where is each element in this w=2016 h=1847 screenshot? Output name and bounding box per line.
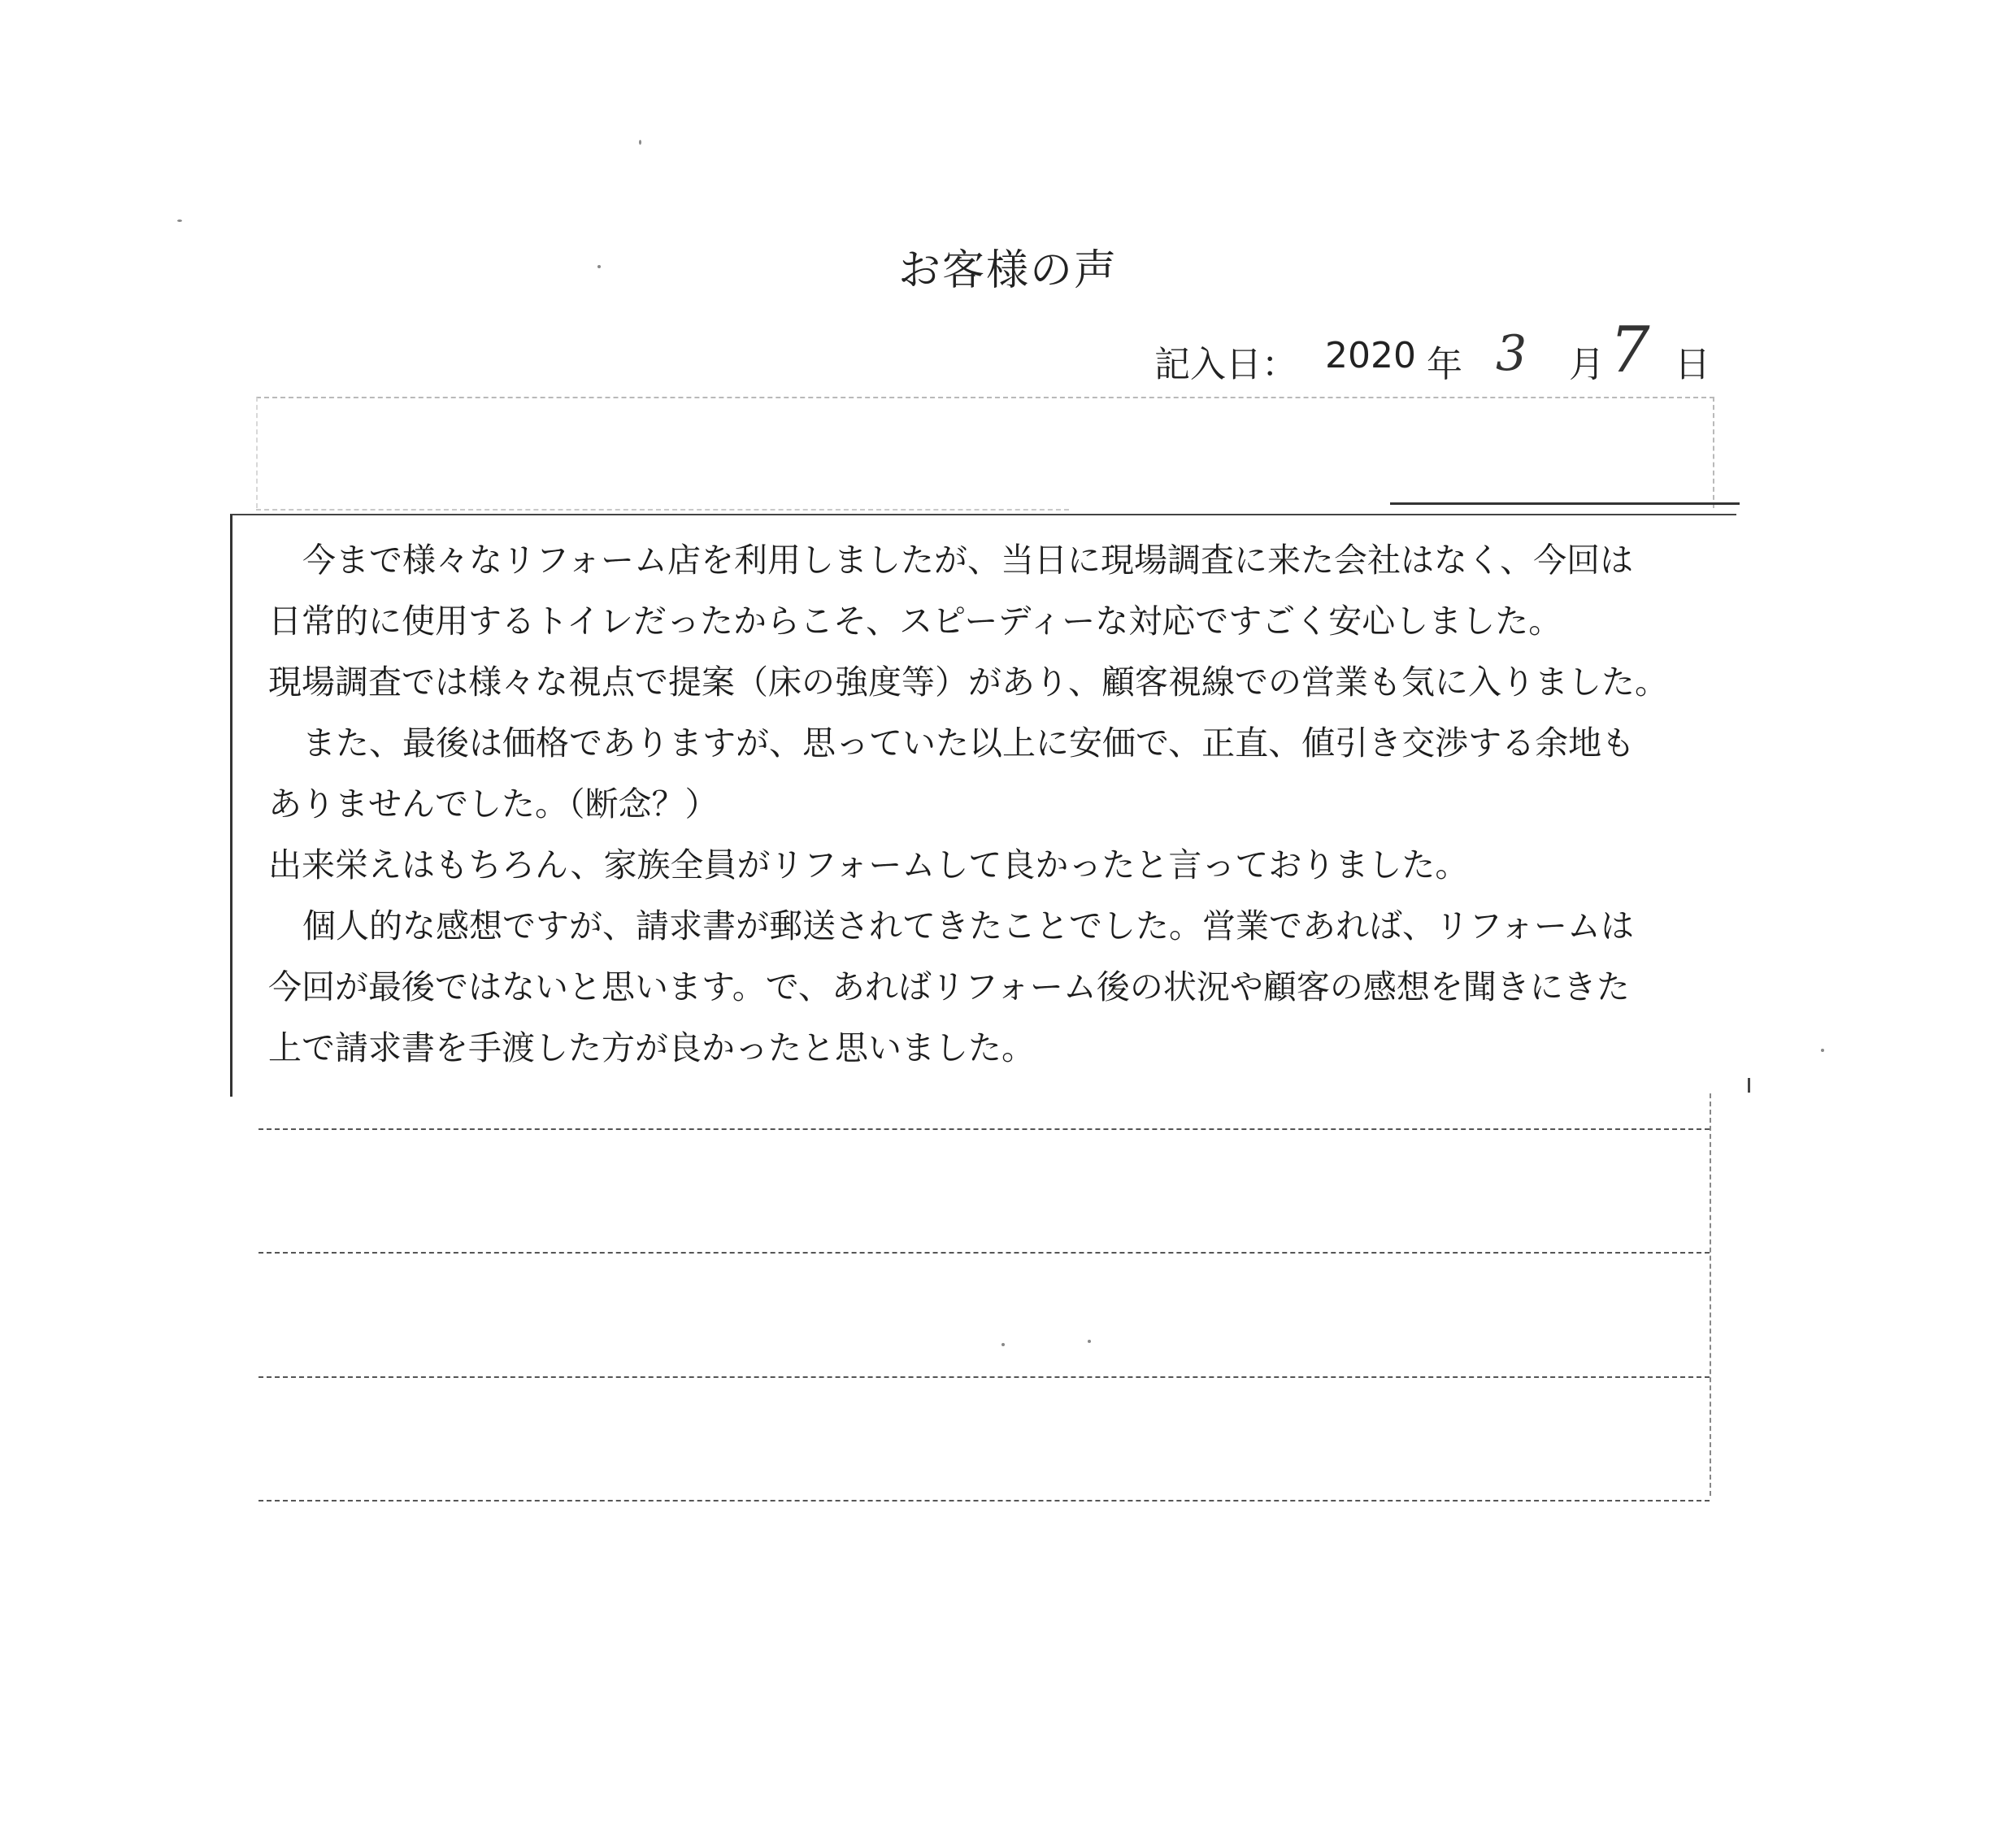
date-year: 2020: [1325, 335, 1416, 376]
date-month-handwritten: 3: [1496, 325, 1527, 382]
upper-box-solid-base: [1390, 502, 1740, 505]
comment-line: また、最後は価格でありますが、思っていた以上に安価で、正直、値引き交渉する余地も: [302, 724, 1636, 763]
date-day-unit: 日: [1675, 344, 1710, 385]
comment-line: 個人的な感想ですが、請求書が郵送されてきたことでした。営業であれば、リフォームは: [302, 906, 1634, 945]
comment-text: [268, 530, 1731, 1079]
scan-speck: [597, 265, 601, 268]
comment-line: ありませんでした。（断念？）: [268, 784, 719, 824]
blank-writing-line: [259, 1500, 1710, 1502]
scan-speck: [1821, 1049, 1824, 1052]
page-title: お客様の声: [897, 246, 1118, 295]
scan-speck: [1088, 1340, 1091, 1343]
scan-speck: [639, 140, 641, 145]
date-label: 記入日：: [1154, 344, 1297, 385]
scan-speck: [1001, 1343, 1005, 1346]
comment-line: 日常的に使用するトイレだったからこそ、スピーディーな対応ですごく安心しました。: [268, 602, 1562, 641]
comment-line: 出来栄えはもちろん、家族全員がリフォームして良かったと言っておりました。: [268, 845, 1469, 884]
date-year-unit: 年: [1427, 344, 1462, 385]
blank-writing-line: [259, 1376, 1710, 1378]
blank-writing-line: [259, 1252, 1710, 1254]
comment-line: 上で請求書を手渡した方が良かったと思いました。: [268, 1028, 1035, 1067]
scan-speck: [1748, 1078, 1750, 1093]
comment-line: 今回が最後ではないと思います。で、あればリフォーム後の状況や顧客の感想を聞きにきた: [268, 967, 1630, 1006]
scan-speck: [177, 219, 182, 222]
upper-box-dashed-base: [256, 509, 1069, 511]
date-month-unit: 月: [1569, 344, 1605, 385]
entry-date: [1154, 314, 1723, 390]
comment-line: 現場調査では様々な視点で提案（床の強度等）があり、顧客視線での営業も気に入りました。: [268, 663, 1668, 702]
date-day-handwritten: 7: [1610, 314, 1650, 387]
blank-writing-line: [259, 1128, 1710, 1130]
blank-lines-right-rule: [1710, 1093, 1711, 1496]
upper-blank-box: [256, 397, 1714, 508]
comment-line: 今まで様々なリフォーム店を利用しましたが、当日に現場調査に来た会社はなく、今回は: [302, 541, 1634, 580]
